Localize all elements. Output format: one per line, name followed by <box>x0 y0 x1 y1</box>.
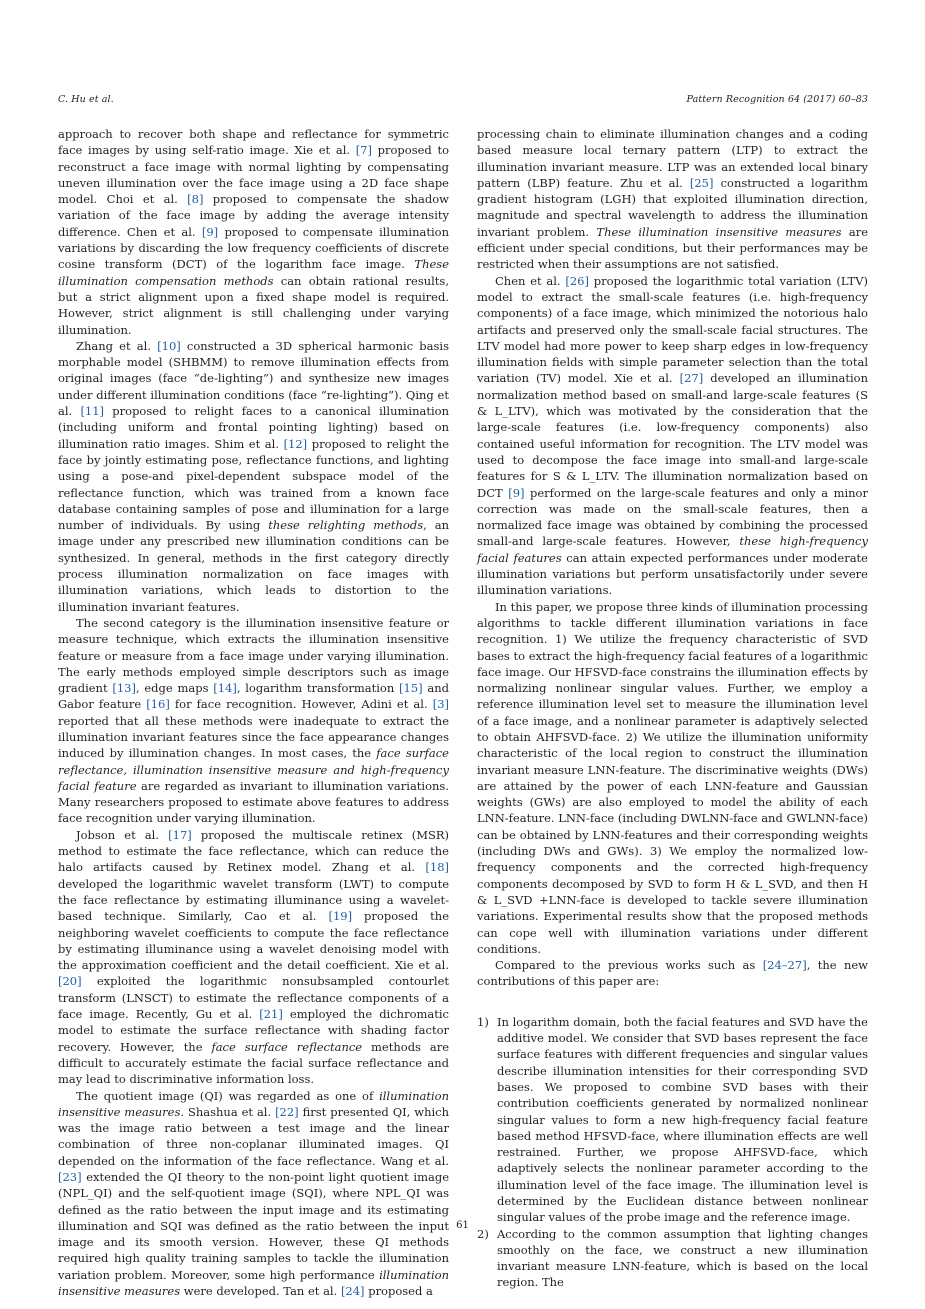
paragraph <box>477 126 868 273</box>
header-journal: Pattern Recognition 64 (2017) 60–83 <box>686 94 868 105</box>
citation-link[interactable]: [3] <box>432 697 449 712</box>
citation-link[interactable]: [27] <box>679 371 704 386</box>
citation-link[interactable]: [22] <box>275 1104 299 1119</box>
text-run: are regarded as invariant to illumination variations. Many researchers proposed to estimate above features to address face recognition under varying illumination. <box>58 778 449 826</box>
citation-link[interactable]: [24] <box>340 1284 365 1299</box>
text-run: developed the logarithmic wavelet transform (LWT) to compute the face reflectance by estimating illuminance using a wavelet-based technique. Similarly, Cao et al. <box>58 876 449 924</box>
citation-link[interactable]: [19] <box>328 909 353 924</box>
text-run: developed an illumination normalization method based on small-and large-scale features (S & L_LTV), which was motivated by the consideration that the large-scale features (i.e. low-frequency components) also contained useful information for recognition. The LTV model was used to decompose the face image into small-and large-scale features for S & L_LTV. The illumination normalization based on DCT <box>477 371 869 500</box>
text-run: for face recognition. However, Adini et al. <box>169 697 433 712</box>
citation-link[interactable]: [25] <box>689 175 714 190</box>
text-run: Zhang et al. <box>76 338 158 353</box>
list-item-number: 2) <box>477 1226 489 1241</box>
text-run: can attain expected performances under moderate illumination variations but perform unsatisfactorily under severe illumination variations. <box>477 550 868 598</box>
citation-link[interactable]: [8] <box>187 192 204 207</box>
citation-link[interactable]: [12] <box>283 436 308 451</box>
citation-link[interactable]: [18] <box>425 860 449 875</box>
citation-link[interactable]: [11] <box>80 404 105 419</box>
text-run: are efficient under special conditions, but their performances may be restricted when their assumptions are not satisfied. <box>477 224 869 272</box>
paragraph <box>477 599 868 958</box>
italic-text: these relighting methods <box>268 518 424 533</box>
citation-link[interactable]: [17] <box>168 827 192 842</box>
list-item <box>477 1226 868 1291</box>
text-run: In this paper, we propose three kinds of illumination processing algorithms to tackle different illumination variations in face recognition. 1) We utilize the frequency characteristic of SVD bases to extract the high-frequency facial features of a logarithmic face image. Our HFSVD-face constrains the illumination effects by normalizing nonlinear singular values. Further, we employ a reference illumination level set to measure the illumination level of a face image, and a nonlinear parameter is adaptively selected to obtain AHFSVD-face. 2) We utilize the illumination uniformity characteristic of the local region to construct the illumination invariant measure LNN-feature. The discriminative weights (DWs) are attained by the power of each LNN-feature and Gaussian weights (GWs) are also employed to model the ability of each LNN-feature. LNN-face (including DWLNN-face and GWLNN-face) can be obtained by LNN-features and their corresponding weights (including DWs and GWs). 3) We employ the normalized low-frequency components and the corrected high-frequency components decomposed by SVD to form H & L_SVD, and then H & L_SVD +LNN-face is developed to tackle severe illumination variations. Experimental results show that the proposed methods can cope well with illumination variations under different conditions. <box>477 599 868 956</box>
citation-link[interactable]: [13] <box>112 681 136 696</box>
text-run: proposed to relight the face by jointly estimating pose, reflectance functions, and lighting using a pose-and pixel-dependent subspace model of the reflectance function, which was trained from a known face database containing samples of pose and illumination for a large number of individuals. By using <box>58 436 450 533</box>
text-run: The second category is the illumination insensitive feature or measure technique, which extracts the illumination insensitive feature or measure from a face image under varying illumination. The early methods employed simple descriptors such as image gradient <box>58 615 449 696</box>
italic-text: These illumination compensation methods <box>58 257 449 288</box>
text-run: proposed the neighboring wavelet coefficients to compute the face reflectance by estimating illuminance using a wavelet denoising model with the approximation coefficient and the detail coefficient. Xie et al. <box>58 909 449 973</box>
italic-text: face surface reflectance <box>211 1039 363 1054</box>
paragraph <box>58 126 449 338</box>
citation-link[interactable]: [21] <box>259 1007 283 1022</box>
text-run: were developed. Tan et al. <box>180 1284 341 1299</box>
italic-text: illumination insensitive measures <box>58 1267 449 1299</box>
citation-link[interactable]: [10] <box>157 338 181 353</box>
text-run: , an image under any prescribed new illumination conditions can be synthesized. In general, methods in the first category directly process illumination normalization on face images with illumination variations, which leads to distortion to the illumination invariant features. <box>58 518 450 614</box>
header-authors: C. Hu et al. <box>58 94 114 105</box>
text-run: . Shashua et al. <box>180 1104 276 1119</box>
text-run: reported that all these methods were inadequate to extract the illumination invariant features since the face appearance changes induced by illumination changes. In most cases, the <box>58 713 449 761</box>
text-run: proposed to reconstruct a face image with normal lighting by compensating uneven illumination over the face image using a 2D face shape model. Choi et al. <box>58 143 449 207</box>
list-item-text: According to the common assumption that lighting changes smoothly on the face, we construct a new illumination invariant measure LNN-feature, which is based on the local region. The <box>497 1226 868 1290</box>
citation-link[interactable]: [26] <box>565 273 589 288</box>
text-run: employed the dichromatic model to estimate the surface reflectance with shading factor recovery. However, the <box>58 1007 449 1054</box>
text-run: proposed to relight faces to a canonical illumination (including uniform and frontal pointing lighting) based on illumination ratio images. Shim et al. <box>58 404 449 451</box>
text-run: proposed the multiscale retinex (MSR) method to estimate the face reflectance, which can reduce the halo artifacts caused by Retinex model. Zhang et al. <box>58 827 449 875</box>
page-number: 61 <box>456 1220 469 1231</box>
text-run: extended the QI theory to the non-point light quotient image (NPL_QI) and the self-quotient image (SQI), where NPL_QI was defined as the ratio between the input image and its estimating illumination and SQI was defined as the ratio between the input image and its smooth version. However, these QI methods required high quality training samples to tackle the illumination variation problem. Moreover, some high performance <box>58 1170 449 1282</box>
text-run: , logarithm transformation <box>236 681 400 696</box>
paragraph <box>477 273 868 599</box>
text-run: and Gabor feature <box>58 681 449 712</box>
text-run: Chen et al. <box>495 273 566 288</box>
citation-link[interactable]: [16] <box>146 697 170 712</box>
citation-link[interactable]: [9] <box>201 224 219 239</box>
citation-link[interactable]: [20] <box>58 974 82 989</box>
text-run: first presented QI, which was the image ratio between a test image and the linear combination of three non-coplanar illuminated images. QI depended on the information of the face reflectance. Wang et al. <box>58 1104 450 1168</box>
text-run: can obtain rational results, but a strict alignment upon a fixed shape model is required. However, strict alignment is still challenging under varying illumination. <box>58 273 449 337</box>
text-run: Compared to the previous works such as <box>495 958 763 973</box>
citation-link[interactable]: [9] <box>508 485 525 500</box>
citation-link[interactable]: [7] <box>355 143 372 158</box>
italic-text: illumination insensitive measures <box>58 1088 449 1119</box>
citation-link[interactable]: [14] <box>213 681 237 696</box>
citation-link[interactable]: [24–27] <box>762 958 807 973</box>
running-header <box>58 94 868 108</box>
text-run: exploited the logarithmic nonsubsampled contourlet transform (LNSCT) to estimate the reflectance components of a face image. Recently, Gu et al. <box>58 974 449 1022</box>
paragraph <box>477 957 868 990</box>
paragraph <box>58 615 449 827</box>
text-run: constructed a logarithm gradient histogram (LGH) that exploited illumination direction, magnitude and spectral wavelength to address the illumination invariant problem. <box>477 175 868 239</box>
contributions-list <box>477 1014 868 1291</box>
text-run: , edge maps <box>135 681 214 696</box>
text-run: Jobson et al. <box>76 827 169 842</box>
text-run: proposed to compensate illumination variations by discarding the low frequency coefficients of discrete cosine transform (DCT) of the logarithm face image. <box>58 224 449 272</box>
text-run: approach to recover both shape and reflectance for symmetric face images by using self-ratio image. Xie et al. <box>58 127 449 158</box>
list-item-number: 1) <box>477 1014 489 1029</box>
text-run: performed on the large-scale features and only a minor correction was made on the small-scale features, then a normalized face image was obtained by combining the processed small-and large-scale features. However, <box>477 485 868 549</box>
text-run: proposed the logarithmic total variation (LTV) model to extract the small-scale features (i.e. high-frequency components) of a face image, which minimized the notorious halo artifacts and preserved only the small-scale facial structures. The LTV model had more power to keep sharp edges in low-frequency illumination fields with simple parameter selection than the total variation (TV) model. Xie et al. <box>477 273 868 386</box>
citation-link[interactable]: [23] <box>58 1170 82 1184</box>
text-run: The quotient image (QI) was regarded as one of <box>76 1088 380 1103</box>
italic-text: these high-frequency facial features <box>477 534 868 565</box>
left-column <box>58 126 449 1299</box>
paragraph <box>58 338 449 615</box>
text-run: processing chain to eliminate illumination changes and a coding based measure local ternary pattern (LTP) to extract the illumination invariant measure. LTP was an extended local binary pattern (LBP) feature. Zhu et al. <box>477 127 868 190</box>
citation-link[interactable]: [15] <box>399 681 423 696</box>
text-run: constructed a 3D spherical harmonic basis morphable model (SHBMM) to remove illumination effects from original images (face “de-lighting”) and synthesize new images under different illumination conditions (face “re-lighting”). Qing et al. <box>58 338 449 419</box>
text-run: methods are difficult to accurately estimate the facial surface reflectance and may lead to discriminative information loss. <box>58 1039 450 1087</box>
list-item <box>477 1014 868 1226</box>
paragraph <box>58 1088 449 1300</box>
text-run: , the new contributions of this paper are: <box>477 958 868 989</box>
text-run: proposed to compensate the shadow variation of the face image by adding the average intensity difference. Chen et al. <box>58 192 449 239</box>
text-run: proposed a <box>364 1284 433 1299</box>
right-column <box>477 126 868 1291</box>
list-item-text: In logarithm domain, both the facial features and SVD have the additive model. We consider that SVD bases represent the face surface features with different frequencies and singular values describe illumination intensities for their corresponding SVD bases. We proposed to combine SVD bases with their contribution coefficients generated by normalized nonlinear singular values to form a new high-frequency facial feature based method HFSVD-face, where illumination effects are well restrained. Further, we propose AHFSVD-face, which adaptively selects the nonlinear parameter according to the illumination level of the face image. The illumination level is determined by the Euclidean distance between nonlinear singular values of the probe image and the reference image. <box>497 1014 868 1225</box>
paragraph <box>58 827 449 1088</box>
italic-text: These illumination insensitive measures <box>596 224 842 239</box>
italic-text: face surface reflectance, illumination insensitive measure and high-frequency facial feature <box>58 746 449 793</box>
